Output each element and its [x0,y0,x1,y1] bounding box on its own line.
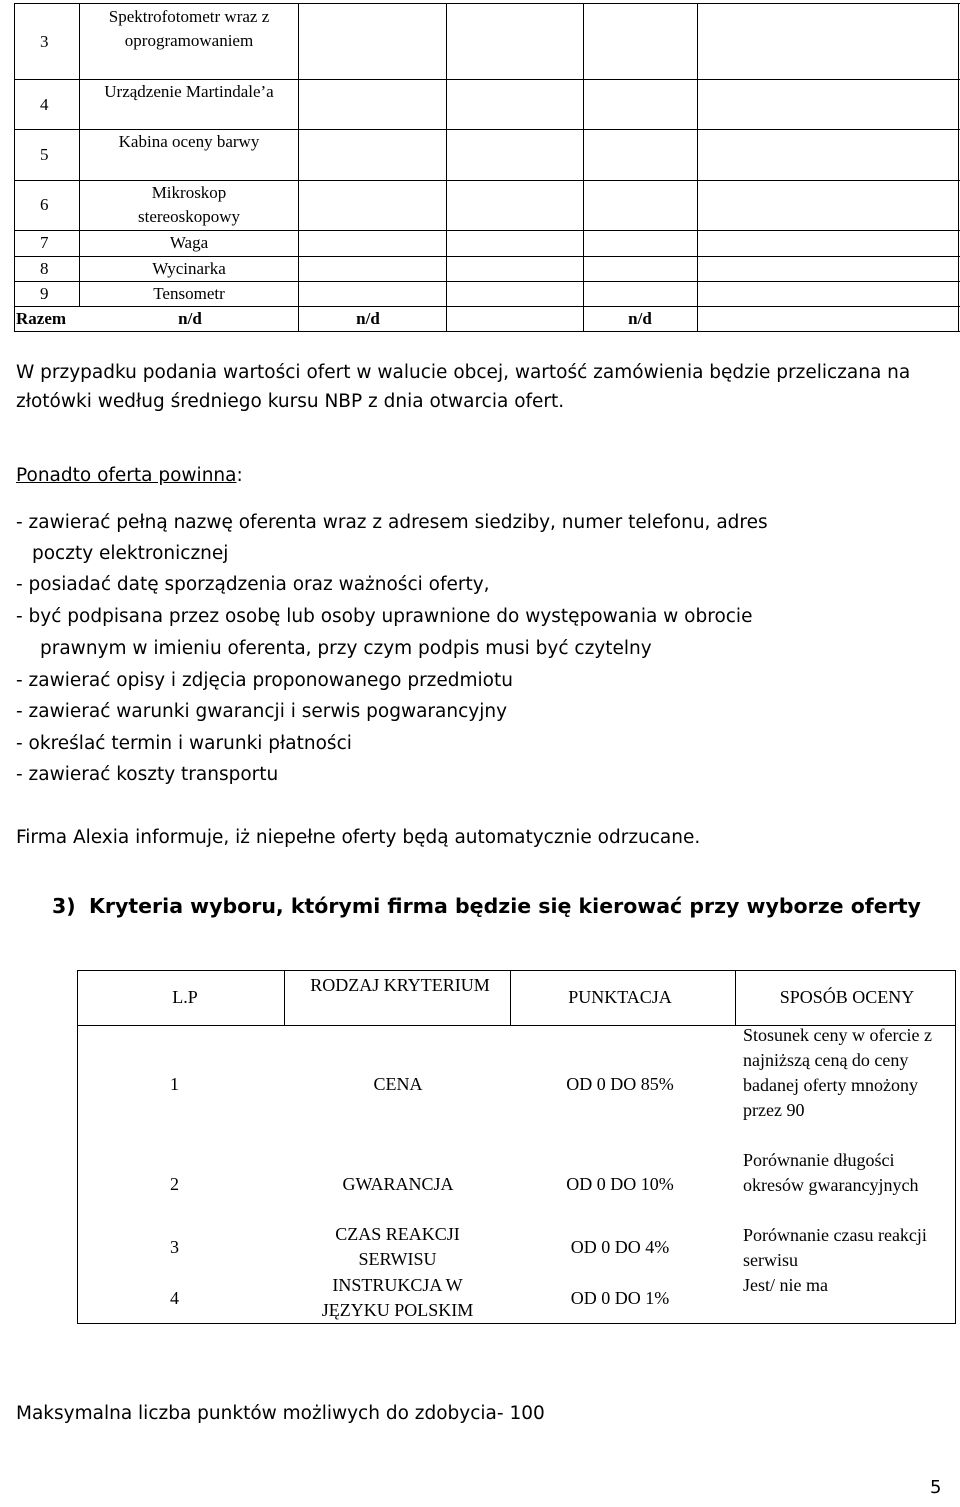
row-number: 8 [40,259,49,278]
row-number: 6 [40,195,49,214]
criteria-kind: CENA [373,1074,423,1094]
table-col-line [79,3,80,306]
requirement-item: - zawierać warunki gwarancji i serwis pogwarancyjny [16,701,508,722]
equipment-name: Mikroskop stereoskopowy [138,183,240,226]
total-value: n/d [356,309,380,328]
equipment-name: Wycinarka [152,259,226,278]
requirement-item: - być podpisana przez osobę lub osoby uprawnione do występowania w obrocie [16,606,753,627]
equipment-name: Spektrofotometr wraz z oprogramowaniem [108,7,270,50]
criteria-kind: CZAS REAKCJI SERWISU [335,1224,460,1269]
table-border-left [14,3,15,332]
max-points-note: Maksymalna liczba punktów możliwych do zdobycia- 100 [16,1403,545,1424]
row-number: 9 [40,284,49,303]
header-method: SPOSÓB OCENY [779,987,915,1007]
requirement-item: - zawierać koszty transportu [16,764,279,785]
row-number: 3 [40,32,49,51]
requirement-item-continuation: poczty elektronicznej [32,543,229,564]
total-label: Razem [16,309,67,328]
criteria-col-line [735,970,736,1026]
section-number: 3) [52,894,76,918]
row-number: 7 [40,233,49,252]
criteria-points: OD 0 DO 1% [570,1288,670,1308]
requirements-heading-colon: : [236,465,243,486]
section-title: Kryteria wyboru, którymi firma będzie się kierować przy wyborze oferty [89,894,921,918]
criteria-lp: 1 [170,1074,179,1094]
header-points: PUNKTACJA [568,987,672,1007]
criteria-points: OD 0 DO 10% [566,1174,674,1194]
equipment-name: Kabina oceny barwy [118,132,260,151]
criteria-lp: 2 [170,1174,179,1194]
criteria-method: Porównanie długości okresów gwarancyjnych [743,1150,919,1195]
rejection-note: Firma Alexia informuje, iż niepełne oferty będą automatycznie odrzucane. [16,827,701,848]
criteria-col-line [510,970,511,1026]
table-border-right [958,3,959,332]
header-kind: RODZAJ KRYTERIUM [310,975,490,995]
criteria-lp: 3 [170,1237,179,1257]
requirement-item: - posiadać datę sporządzenia oraz ważności oferty, [16,574,490,595]
requirement-item: - zawierać opisy i zdjęcia proponowanego przedmiotu [16,670,513,691]
table-border-bottom [14,331,960,332]
equipment-name: Waga [169,233,209,252]
total-value: n/d [178,309,202,328]
requirements-heading [16,460,243,491]
table-col-line [298,3,299,332]
criteria-points: OD 0 DO 85% [566,1074,674,1094]
criteria-lp: 4 [170,1288,179,1308]
equipment-name: Tensometr [153,284,225,303]
table-col-line [697,3,698,332]
criteria-kind: GWARANCJA [342,1174,454,1194]
table-col-line [583,3,584,332]
equipment-name: Urządzenie Martindale’a [104,82,274,101]
requirement-item: - określać termin i warunki płatności [16,733,352,754]
requirement-item: - zawierać pełną nazwę oferenta wraz z adresem siedziby, numer telefonu, adres [16,512,768,533]
criteria-method: Porównanie czasu reakcji serwisu [743,1225,927,1270]
total-value: n/d [628,309,652,328]
criteria-method: Stosunek ceny w ofercie z najniższą ceną do ceny badanej oferty mnożony przez 90 [743,1025,932,1120]
requirements-heading-text: Ponadto oferta powinna [16,465,237,486]
currency-note: W przypadku podania wartości ofert w walucie obcej, wartość zamówienia będzie przeliczana na złotówki według średniego kursu NBP z dnia otwarcia ofert. [16,362,911,412]
criteria-col-line [284,970,285,1026]
criteria-border-left [77,970,78,1324]
criteria-kind: INSTRUKCJA W JĘZYKU POLSKIM [321,1275,474,1320]
criteria-border-right [955,970,956,1324]
requirement-item-continuation: prawnym w imieniu oferenta, przy czym podpis musi być czytelny [40,638,652,659]
criteria-border-top [77,970,956,971]
header-lp: L.P [172,987,198,1007]
table-border-top [14,3,960,4]
criteria-method: Jest/ nie ma [743,1275,828,1295]
row-number: 4 [40,95,49,114]
criteria-border-bottom [77,1323,956,1324]
table-col-line [446,3,447,332]
row-number: 5 [40,145,49,164]
criteria-points: OD 0 DO 4% [570,1237,670,1257]
page-number: 5 [930,1477,942,1498]
